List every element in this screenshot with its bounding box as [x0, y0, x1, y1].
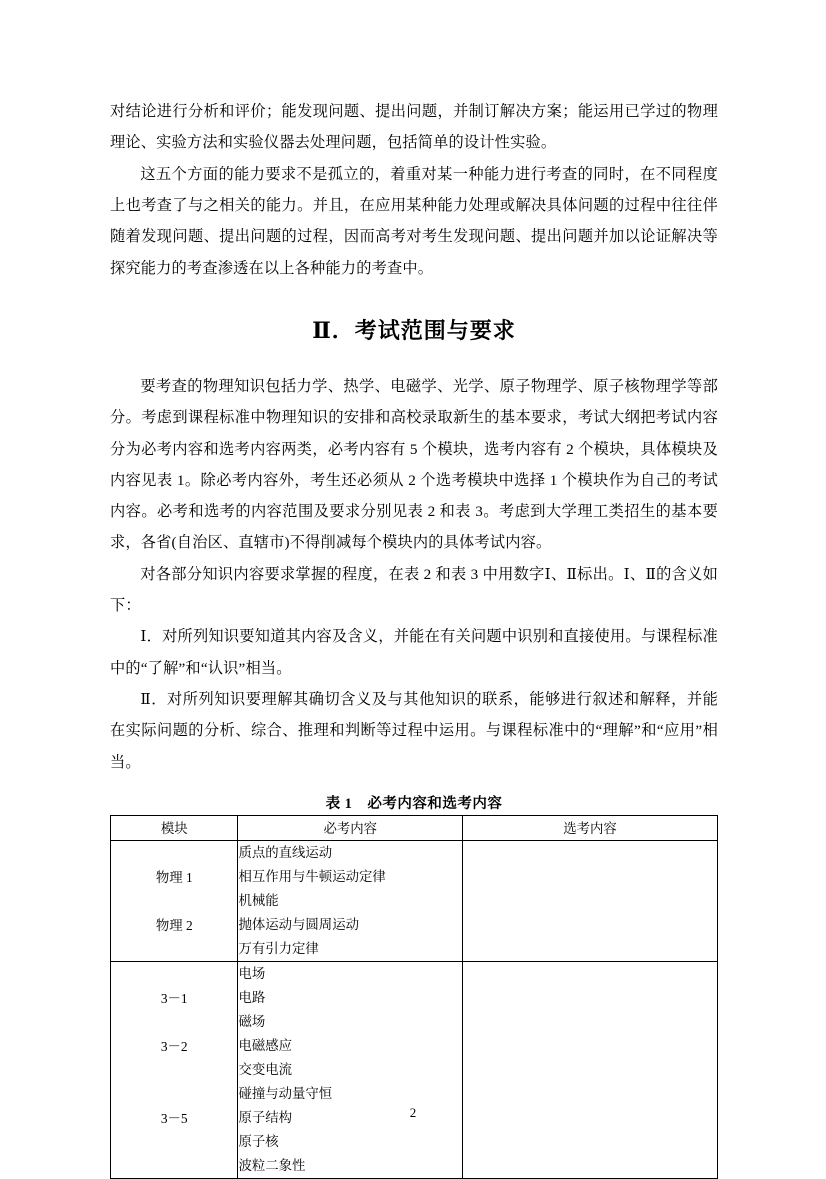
- module-label: [111, 1154, 238, 1179]
- required-item: 波粒二象性: [238, 1154, 463, 1179]
- required-item: 机械能: [238, 889, 463, 913]
- module-label: [111, 889, 238, 913]
- paragraph-5: Ⅰ．对所列知识要知道其内容及含义，并能在有关问题中识别和直接使用。与课程标准中的“了解”和“认识”相当。: [110, 628, 718, 677]
- module-label: [111, 937, 238, 962]
- paragraph-4: 对各部分知识内容要求掌握的程度，在表 2 和表 3 中用数字Ⅰ、Ⅱ标出。Ⅰ、Ⅱ的含义如下：: [110, 565, 718, 615]
- paragraph-1: 对结论进行分析和评价；能发现问题、提出问题，并制订解决方案；能运用已学过的物理理论、实验方法和实验仪器去处理问题，包括简单的设计性实验。: [110, 103, 718, 152]
- table-header-row: [111, 815, 718, 840]
- paragraph-2: 这五个方面的能力要求不是孤立的，着重对某一种能力进行考查的同时，在不同程度上也考查了与之相关的能力。并且，在应用某种能力处理或解决具体问题的过程中往往伴随着发现问题、提出问题的过程，因而高考对考生发现问题、提出问题并加以论证解决等探究能力的考查渗透在以上各种能力的考查中。: [110, 165, 718, 277]
- page-number: 2: [409, 1105, 417, 1120]
- module-label: 物理 2: [111, 913, 238, 937]
- table-caption: 表 1 必考内容和选考内容: [325, 795, 503, 812]
- section-title: Ⅱ．考试范围与要求: [312, 317, 516, 343]
- module-label: 物理 1: [111, 865, 238, 889]
- required-item: 电场: [238, 961, 463, 986]
- required-item: 磁场: [238, 1010, 463, 1034]
- table-row: [111, 840, 718, 865]
- content-table: [110, 815, 718, 1179]
- required-item: 抛体运动与圆周运动: [238, 913, 463, 937]
- paragraph-6: Ⅱ．对所列知识要理解其确切含义及与其他知识的联系，能够进行叙述和解释，并能在实际问题的分析、综合、推理和判断等过程中运用。与课程标准中的“理解”和“应用”相当。: [110, 691, 718, 771]
- header-module: 模块: [111, 815, 238, 840]
- required-item: 电路: [238, 986, 463, 1010]
- module-label: [111, 1010, 238, 1034]
- module-label: [111, 961, 238, 986]
- required-item: 原子核: [238, 1130, 463, 1154]
- required-item: 质点的直线运动: [238, 840, 463, 865]
- paragraph-3: 要考查的物理知识包括力学、热学、电磁学、光学、原子物理学、原子核物理学等部分。考虑到课程标准中物理知识的安排和高校录取新生的基本要求，考试大纲把考试内容分为必考内容和选考内容两类，必考内容有 5 个模块，选考内容有 2 个模块，具体模块及内容见表 1。除必考内容外，考生还必须从 2 个选考模块中选择 1 个模块作为自己的考试内容。必考和选考的内容范围及要求分别见表 2 和表 3。考虑到大学理工类招生的基本要求，各省(自治区、直辖市)不得削减每个模块内的具体考试内容。: [110, 377, 718, 552]
- required-item: 电磁感应: [238, 1034, 463, 1058]
- header-optional: 选考内容: [463, 815, 718, 840]
- module-label: 3－5: [111, 1106, 238, 1130]
- header-required: 必考内容: [238, 815, 463, 840]
- required-item: 相互作用与牛顿运动定律: [238, 865, 463, 889]
- module-label: 3－1: [111, 986, 238, 1010]
- module-label: [111, 840, 238, 865]
- optional-cell-group-1: [463, 840, 718, 961]
- required-item: 万有引力定律: [238, 937, 463, 962]
- table-row: [111, 961, 718, 986]
- module-label: [111, 1058, 238, 1082]
- module-label: [111, 1082, 238, 1106]
- required-item: 原子结构: [238, 1106, 463, 1130]
- required-item: 交变电流: [238, 1058, 463, 1082]
- optional-cell-group-2: [463, 961, 718, 1178]
- module-label: [111, 1130, 238, 1154]
- module-label: 3－2: [111, 1034, 238, 1058]
- required-item: 碰撞与动量守恒: [238, 1082, 463, 1106]
